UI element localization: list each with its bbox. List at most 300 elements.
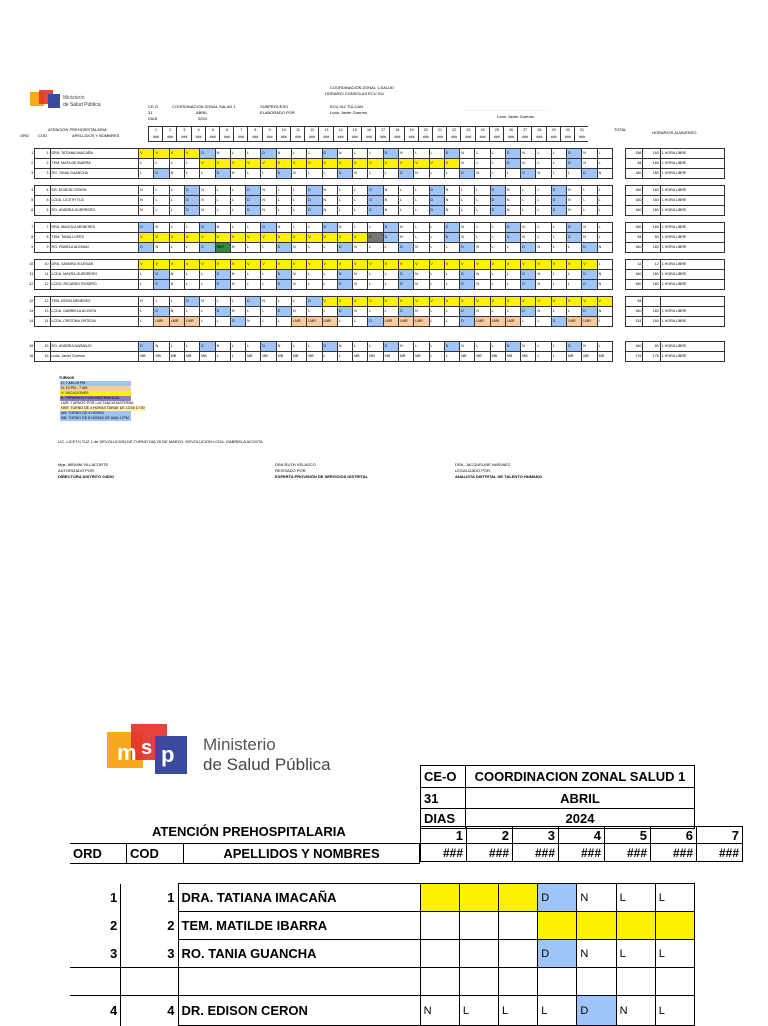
row-total: 160 [643,206,660,216]
shift-cell: L [429,270,444,280]
shift-cell: L [490,342,505,352]
row-cod: 4 [35,186,50,196]
shift-cell: D [490,186,505,196]
shift-cell: L [307,243,322,253]
shift-cell: L [139,169,154,179]
shift-cell: V [261,159,276,169]
row-lunch: 1 HORA LIBRE [660,243,724,253]
total-label: TOTAL [614,127,627,132]
subproceso-value: ECU 911 TULCAN [330,104,363,109]
shift-cell: N [230,243,245,253]
shift-cell: MB [307,352,322,362]
shift-cell: MB [169,352,184,362]
big-section-title: ATENCIÓN PREHOSPITALARIA [152,824,346,839]
big-row-name: TEM. MATILDE IBARRA [178,912,420,940]
legend-item: D: 7 AM-19 PM [60,381,131,386]
row-hours: 160 [626,196,643,206]
shift-cell: D [200,149,215,159]
row-total: 160 [643,149,660,159]
shift-cell: V [398,260,413,270]
shift-cell: D [398,280,413,290]
row-hours: 176 [626,352,643,362]
shift-cell: V [139,149,154,159]
shift-cell: LMR [291,317,306,327]
shift-cell: V [139,260,154,270]
shift-cell: D [246,186,261,196]
shift-cell: V [322,233,337,243]
shift-cell: N [582,149,597,159]
shift-cell: D [582,280,597,290]
shift-cell: N [536,270,551,280]
day-number: 18 ### [389,127,404,141]
shift-cell: L [169,159,184,169]
big-row-cod: 2 [121,912,178,940]
shift-cell: D [398,169,413,179]
shift-cell: N [353,169,368,179]
shift-cell: L [444,317,459,327]
shift-cell: D [261,149,276,159]
shift-cell: V [154,260,169,270]
shift-cell: D [154,280,169,290]
spacer-cell [612,186,625,196]
shift-cell: L [169,206,184,216]
spacer-cell [612,352,625,362]
shift-cell: D [567,149,582,159]
row-lunch: 1 HORA LIBRE [660,149,724,159]
shift-cell: L [291,196,306,206]
ceo-label: CE-O [148,104,158,109]
day-number: 21 ### [432,127,447,141]
svg-text:de Salud Pública: de Salud Pública [63,102,101,108]
shift-cell: L [414,233,429,243]
section-title-small: ATENCIÓN PREHOSPITALARIA [48,127,107,132]
shift-cell: MB [291,352,306,362]
shift-cell: L [185,169,200,179]
shift-cell: L [490,169,505,179]
row-lunch: 1 HORA LIBRE [660,280,724,290]
shift-cell: L [291,206,306,216]
shift-cell: L [597,223,612,233]
day-hash: ### [422,135,429,139]
shift-cell: N [567,196,582,206]
row-total: 160 [643,307,660,317]
big-row-name: DRA. TATIANA IMACAÑA [178,884,420,912]
shift-cell: V [429,159,444,169]
shift-cell: L [597,342,612,352]
shift-cell: V [582,260,597,270]
shift-cell: L [246,223,261,233]
day-hash: ### [366,135,372,139]
table-row [20,270,725,280]
table-row [20,280,725,290]
shift-cell: D [276,169,291,179]
row-total: 160 [643,186,660,196]
big-day-number: 1 [421,827,467,844]
day-number: 23 ### [460,127,475,141]
shift-cell: L [368,223,383,233]
shift-cell: N [322,206,337,216]
legend-item: N: 19 PM - 7 AM [60,386,131,391]
shift-cell: E [368,233,383,243]
shift-cell: L [429,169,444,179]
shift-cell: D [322,342,337,352]
shift-cell: N [353,280,368,290]
shift-cell: L [246,243,261,253]
shift-cell: D [505,342,520,352]
shift-cell: L [139,307,154,317]
table-row [20,342,725,352]
spacer-cell [612,270,625,280]
shift-cell: V [490,260,505,270]
svg-text:m: m [117,740,137,765]
shift-cell: N [536,243,551,253]
names-label-small: APELLIDOS Y NOMBRES [72,133,120,138]
shift-cell: L [169,243,184,253]
shift-cell: L [551,280,566,290]
row-name: RO. ANDREA NARANJO [50,342,139,352]
shift-cell: L [169,223,184,233]
shift-cell: L [185,270,200,280]
shift-cell: D [505,233,520,243]
shift-cell: L [429,223,444,233]
shift-cell: D [337,243,352,253]
shift-cell: V [398,159,413,169]
shift-cell: D [521,169,536,179]
shift-cell: L [567,280,582,290]
shift-cell: V [200,233,215,243]
shift-cell: D [460,169,475,179]
shift-cell: D [154,270,169,280]
table-row [20,206,725,216]
shift-cell: L [567,243,582,253]
shift-cell: D [460,280,475,290]
shift-cell: D [398,243,413,253]
spacer-cell [612,317,625,327]
shift-cell: N [582,223,597,233]
shift-cell: V [414,260,429,270]
shift-cell: N [582,342,597,352]
shift-cell: L [276,297,291,307]
shift-cell: L [414,342,429,352]
shift-cell: D [307,206,322,216]
shift-cell: L [536,186,551,196]
shift-cell: D [444,233,459,243]
shift-cell: V [490,297,505,307]
big-day-hash: ### [605,844,651,862]
shift-cell: V [475,260,490,270]
day-number: 24 ### [475,127,490,141]
day-number: 25 ### [489,127,504,141]
shift-cell: N [291,280,306,290]
shift-cell: L [291,297,306,307]
shift-cell: L [551,342,566,352]
row-cod: 1 [35,149,50,159]
shift-cell: N [139,206,154,216]
shift-cell: MB [139,352,154,362]
signature-1 [58,462,114,480]
shift-cell: L [582,196,597,206]
shift-cell: L [429,280,444,290]
ord-label-small: ORD [20,133,29,138]
shift-cell: L [597,260,612,270]
big-shift-cell [655,912,694,940]
shift-cell: L [246,280,261,290]
shift-cell: N [597,280,612,290]
row-total: 80 [643,342,660,352]
shift-cell: L [582,206,597,216]
shift-cell: D [429,196,444,206]
shift-cell: L [139,270,154,280]
table-row [20,297,725,307]
shift-cell: L [414,186,429,196]
shift-cell: L [291,186,306,196]
row-lunch: 1 HORA LIBRE [660,352,724,362]
row-lunch: 1 HORA LIBRE [660,317,724,327]
shift-cell: V [337,297,352,307]
big-shift-cell: L [538,996,577,1026]
shift-cell: L [276,196,291,206]
shift-cell: L [444,243,459,253]
spacer-cell [612,149,625,159]
row-name: LCDA. GABRIELA ACOSTA [50,307,139,317]
shift-cell: N [414,169,429,179]
day-number: 4 ### [191,127,206,141]
shift-cell: N [444,196,459,206]
shift-cell: L [490,159,505,169]
shift-cell: MB [521,352,536,362]
svg-text:Ministerio: Ministerio [63,95,85,101]
shift-cell: V [398,297,413,307]
shift-cell: V [230,159,245,169]
shift-cell: V [139,233,154,243]
shift-cell: LMR [383,317,398,327]
table-row [20,186,725,196]
shift-cell: V [291,159,306,169]
row-cod: 9 [35,243,50,253]
big-days-table [420,826,743,862]
legend-title: TURNOS [59,376,75,380]
row-cod: 16 [35,352,50,362]
shift-cell: L [475,149,490,159]
shift-cell: L [551,169,566,179]
big-shift-cell [499,912,538,940]
shift-cell: L [337,352,352,362]
shift-cell: V [337,159,352,169]
shift-cell: L [597,149,612,159]
row-name: RO. PAMELA ALEMAN [50,243,139,253]
shift-cell: D [246,196,261,206]
shift-cell: N [536,280,551,290]
shift-cell: V [444,159,459,169]
row-ord: 3 [31,171,34,175]
row-hours: 84 [626,297,643,307]
shift-cell: L [261,270,276,280]
shift-cell: D [215,270,230,280]
shift-cell: V [337,260,352,270]
shift-cell: V [368,159,383,169]
row-ord: 8 [31,235,34,239]
day-hash: ### [266,135,273,139]
row-hours: 160 [626,186,643,196]
big-shift-cell: L [459,996,498,1026]
shift-cell: V [154,149,169,159]
row-hours: 160 [626,206,643,216]
row-cod: 3 [35,169,50,179]
shift-cell: MB [414,352,429,362]
shift-cell: V [322,297,337,307]
shift-cell: D [444,342,459,352]
shift-cell: N [383,196,398,206]
shift-cell: D [307,196,322,206]
table-row [20,233,725,243]
shift-cell: N [200,196,215,206]
shift-cell: L [261,307,276,317]
shift-cell: N [353,243,368,253]
day-header-strip [148,126,588,142]
day-number: 5 ### [205,127,220,141]
signature-3-title: ANALISTA DISTRITAL DE TALENTO HUMANO [455,474,542,479]
shift-cell: L [475,233,490,243]
shift-cell: L [261,243,276,253]
shift-cell: D [185,196,200,206]
shift-cell: N [169,169,184,179]
shift-cell: L [154,186,169,196]
spacer-row [20,179,725,186]
row-hours: 160 [626,280,643,290]
shift-cell: L [185,280,200,290]
big-shift-cell: N [420,996,459,1026]
shift-cell: D [490,196,505,206]
shift-cell: L [261,317,276,327]
row-name: RO. ANDREA GUERRERO [50,206,139,216]
day-hash: ### [479,135,486,139]
shift-cell: LMR [490,317,505,327]
day-number: 2 ### [162,127,177,141]
day-number: 1 ### [148,127,163,141]
shift-cell: N [200,186,215,196]
shift-cell: V [582,297,597,307]
day-hash: ### [280,135,287,139]
shift-cell: L [521,196,536,206]
row-hours: 156 [626,149,643,159]
shift-cell: L [139,159,154,169]
row-cod: 7 [35,223,50,233]
shift-cell: V [368,260,383,270]
row-name: DRA. MAGOLA MENESES [50,223,139,233]
day-hash: ### [579,135,585,139]
row-hours: 84 [626,159,643,169]
shift-cell: V [383,297,398,307]
row-name: LCDA. MAYRA GUERRERO [50,270,139,280]
svg-text:p: p [161,742,175,767]
shift-cell: N [291,307,306,317]
shift-cell: LMR [567,317,582,327]
shift-cell: D [246,206,261,216]
day-number: 30 ### [560,127,575,141]
shift-cell: D [521,307,536,317]
shift-cell: L [475,206,490,216]
shift-cell: L [368,270,383,280]
shift-cell: V [536,297,551,307]
shift-cell: L [322,169,337,179]
shift-cell: N [200,206,215,216]
shift-cell: L [505,270,520,280]
shift-cell: D [337,307,352,317]
big-row-name: RO. TANIA GUANCHA [178,940,420,968]
shift-cell: N [398,223,413,233]
shift-cell: L [444,270,459,280]
svg-text:de Salud Pública: de Salud Pública [203,755,331,774]
shift-cell: L [230,342,245,352]
big-day-hash: ### [467,844,513,862]
shift-cell: MB [490,352,505,362]
shift-cell: L [246,342,261,352]
shift-cell: V [536,260,551,270]
day-hash: ### [153,135,159,139]
shift-cell: N [414,270,429,280]
shift-cell: L [261,280,276,290]
shift-cell: D [337,280,352,290]
day-number: 14 ### [333,127,348,141]
shift-cell: L [429,307,444,317]
shift-cell: D [460,307,475,317]
big-shift-cell: N [616,996,655,1026]
shift-cell: L [490,149,505,159]
shift-cell: V [246,159,261,169]
shift-cell: D [276,280,291,290]
row-lunch: 1 HORA LIBRE [660,223,724,233]
shift-cell: N [597,169,612,179]
shift-cell: L [551,307,566,317]
shift-cell: L [536,342,551,352]
shift-cell: L [536,196,551,206]
row-lunch [660,297,724,307]
row-name: DRA. TATIANA IMACAÑA [50,149,139,159]
big-day-hash: ### [421,844,467,862]
day-hash: ### [394,135,401,139]
shift-cell: L [414,196,429,206]
shift-cell: D [551,196,566,206]
shift-cell: L [169,297,184,307]
shift-cell: V [444,260,459,270]
shift-cell: L [215,352,230,362]
shift-cell: N [460,342,475,352]
n31-label: 31 [148,110,153,115]
shift-cell: N [230,280,245,290]
year-label: 2024 [198,116,207,121]
day-hash: ### [550,135,557,139]
shift-cell: L [521,186,536,196]
shift-cell: V [414,159,429,169]
row-lunch: 1 HORA LIBRE [660,342,724,352]
shift-cell: N [353,307,368,317]
row-total: 12 [643,260,660,270]
shift-cell: L [567,270,582,280]
big-day-number: 5 [605,827,651,844]
shift-cell: L [490,307,505,317]
row-hours: 160 [626,243,643,253]
shift-cell: L [322,280,337,290]
spacer-cell [612,243,625,253]
shift-cell: L [307,307,322,317]
big-col-headers [70,843,420,864]
shift-cell: L [154,297,169,307]
big-row-cod: 4 [121,996,178,1026]
big-row-ord: 1 [110,890,118,905]
shift-cell: V [383,260,398,270]
shift-cell: D [460,243,475,253]
spacer-cell [612,159,625,169]
